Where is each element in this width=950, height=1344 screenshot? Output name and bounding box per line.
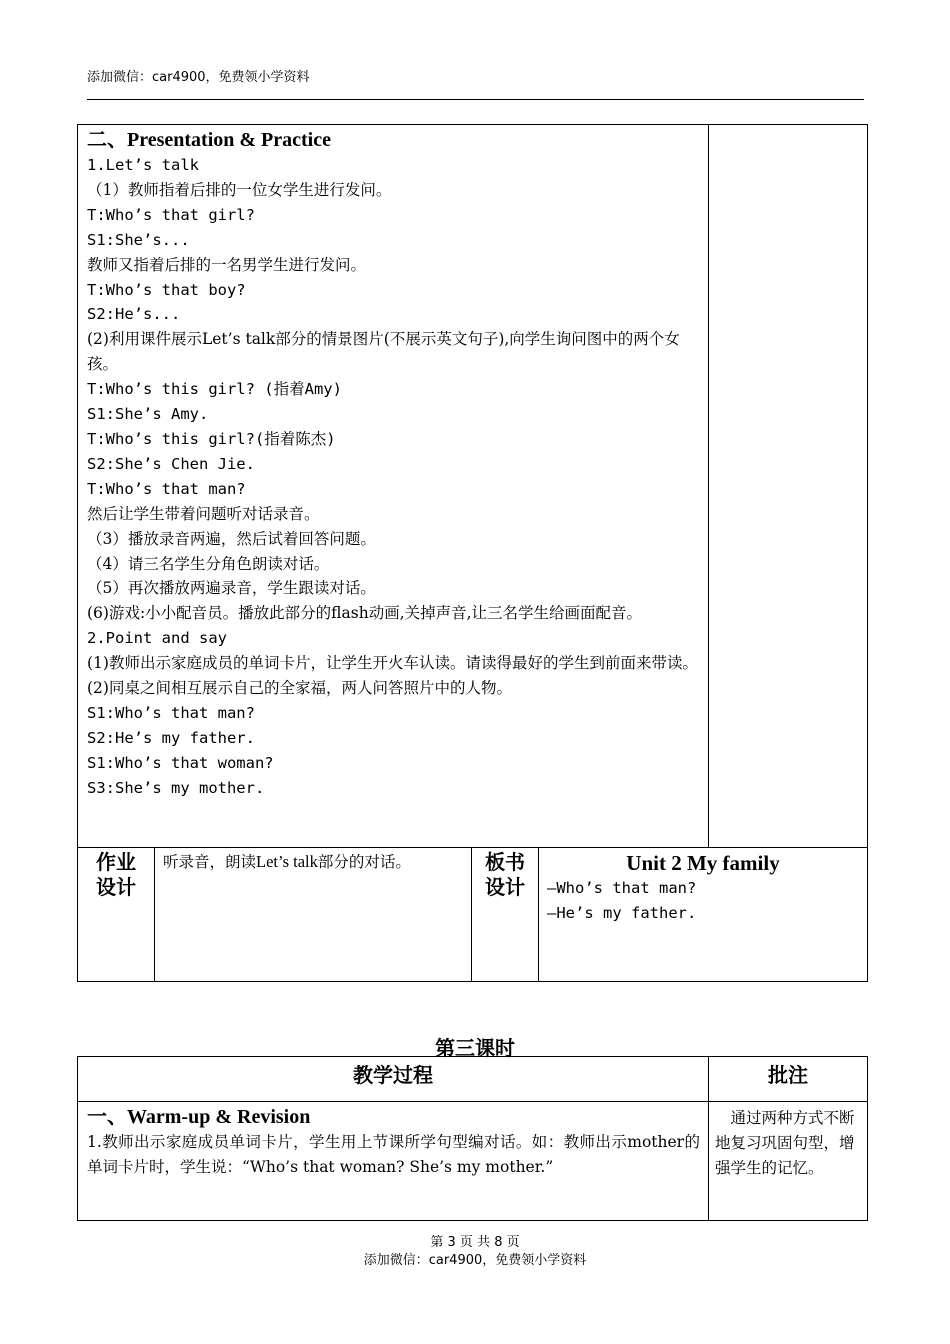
lesson3-table <box>77 1056 868 1221</box>
process-line: S3:She’s my mother. <box>87 778 265 797</box>
process-line: T:Who’s that man? <box>87 479 246 498</box>
homework-board-table <box>77 847 868 982</box>
process-line: 然后让学生带着问题听对话录音。 <box>87 504 320 523</box>
homework-label-line: 设计 <box>96 875 136 899</box>
page-number: 第 3 页 共 8 页 <box>430 1235 520 1250</box>
process-line: S1:Who’s that man? <box>87 703 255 722</box>
process-line: T:Who’s that girl? <box>87 205 255 224</box>
notes-cell <box>709 125 868 848</box>
process-line: （5）再次播放两遍录音，学生跟读对话。 <box>87 579 376 598</box>
process-line: S1:She’s Amy. <box>87 405 209 424</box>
homework-text: 听录音，朗读 <box>163 853 257 871</box>
process-line: T:Who’s that boy? <box>87 280 246 299</box>
section-heading: 一、Warm-up & Revision <box>87 1106 311 1128</box>
process-line: T:Who’s this girl?(指着陈杰) <box>87 429 336 448</box>
process-line: T:Who’s this girl? (指着Amy) <box>87 380 342 399</box>
lesson-title: 第三课时 <box>435 1036 515 1060</box>
homework-text-latin: Let’s talk <box>256 852 318 871</box>
board-label-line: 设计 <box>485 875 525 899</box>
board-content <box>539 848 868 982</box>
lesson3-process-cell <box>78 1102 709 1221</box>
homework-label <box>78 848 155 982</box>
process-line: 教师又指着后排的一名男学生进行发问。 <box>87 255 367 274</box>
section-heading: 二、Presentation & Practice <box>87 129 331 151</box>
board-line: —Who’s that man? <box>547 879 697 897</box>
process-line: S2:She’s Chen Jie. <box>87 454 255 473</box>
board-label <box>472 848 539 982</box>
page-header: 添加微信：car4900，免费领小学资料 <box>87 70 310 85</box>
homework-label-line: 作业 <box>96 850 136 874</box>
process-line: S1:Who’s that woman? <box>87 753 274 772</box>
process-line: (2)同桌之间相互展示自己的全家福，两人问答照片中的人物。 <box>87 679 512 698</box>
process-line: 2.Point and say <box>87 629 227 648</box>
process-line: （1）教师指着后排的一位女学生进行发问。 <box>87 180 392 199</box>
lesson3-note <box>709 1102 868 1221</box>
process-line: （3）播放录音两遍，然后试着回答问题。 <box>87 529 376 548</box>
page-footer: 添加微信：car4900，免费领小学资料 <box>363 1253 587 1268</box>
process-line: (6)游戏:小小配音员。播放此部分的flash动画,关掉声音,让三名学生给画面配音。 <box>87 604 643 623</box>
header-divider <box>87 99 864 100</box>
process-line: S2:He’s my father. <box>87 728 255 747</box>
process-line: (1)教师出示家庭成员的单词卡片，让学生开火车认读。请读得最好的学生到前面来带读。 <box>87 654 698 673</box>
board-line: —He’s my father. <box>547 904 697 922</box>
process-line: S1:She’s... <box>87 230 190 249</box>
process-column-header: 教学过程 <box>78 1057 709 1102</box>
process-line: （4）请三名学生分角色朗读对话。 <box>87 554 330 573</box>
board-label-line: 板书 <box>485 850 525 874</box>
process-line: (2)利用课件展示Let’s talk部分的情景图片(不展示英文句子),向学生询问图中的两个女孩。 <box>87 330 680 374</box>
process-cell <box>78 125 709 848</box>
process-line: 1.Let’s talk <box>87 156 199 174</box>
lesson-process-table <box>77 124 868 848</box>
board-title: Unit 2 My family <box>626 851 780 875</box>
process-line: S2:He’s... <box>87 305 181 324</box>
note-text: 通过两种方式不断地复习巩固句型，增强学生的记忆。 <box>715 1109 855 1177</box>
process-line: 1.教师出示家庭成员单词卡片，学生用上节课所学句型编对话。如：教师出示mother的单词卡片时，学生说：“Who’s that woman? She’s my mother.” <box>87 1133 700 1176</box>
homework-content <box>155 848 472 982</box>
note-column-header: 批注 <box>709 1057 868 1102</box>
homework-text: 部分的对话。 <box>317 853 411 871</box>
